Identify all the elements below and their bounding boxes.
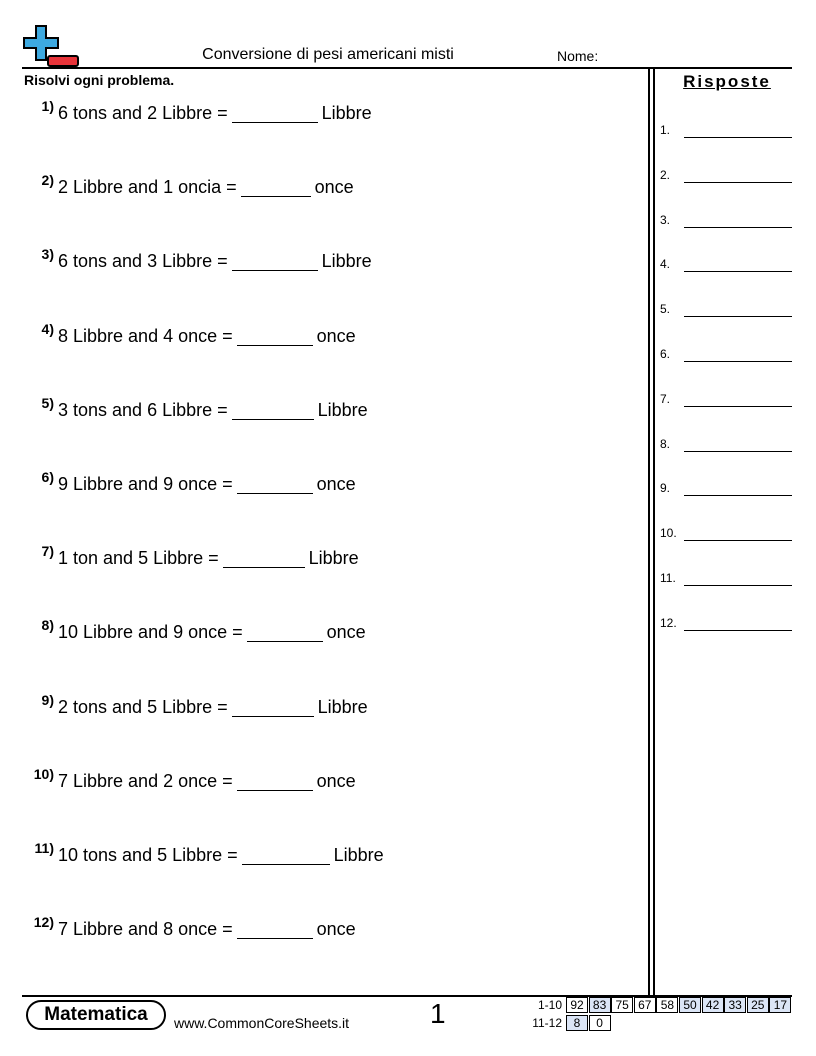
problem-text: 8 Libbre and 4 once = (58, 325, 233, 346)
problem-text: 6 tons and 2 Libbre = (58, 103, 228, 123)
answer-blank[interactable] (247, 623, 323, 642)
score-cell: 50 (679, 997, 701, 1013)
answer-line[interactable] (684, 316, 792, 317)
problem-unit: Libbre (317, 696, 368, 717)
answer-blank[interactable] (232, 252, 318, 271)
problem-number: 8) (41, 617, 54, 634)
problem-number: 1) (41, 98, 54, 114)
answer-line[interactable] (684, 271, 792, 272)
score-cell: 92 (566, 997, 588, 1013)
answer-line[interactable] (684, 630, 792, 631)
answer-row (660, 123, 792, 143)
problem-item (22, 842, 384, 866)
answer-blank[interactable] (237, 327, 313, 346)
problem-item (22, 248, 372, 272)
score-cell: 0 (589, 1015, 611, 1031)
answer-row (660, 347, 792, 367)
answer-blank[interactable] (232, 104, 318, 123)
answer-number: 9. (660, 481, 671, 496)
problem-text: 10 tons and 5 Libbre = (58, 845, 238, 865)
answer-row (660, 481, 792, 501)
problem-unit: once (316, 919, 356, 940)
problem-number: 10) (33, 765, 54, 782)
problem-number: 4) (41, 320, 54, 337)
problem-number: 2) (41, 172, 54, 189)
problem-number: 12) (33, 914, 54, 931)
answer-blank[interactable] (232, 698, 314, 717)
score-cell: 33 (724, 997, 746, 1013)
problem-item (22, 619, 366, 643)
problem-unit: once (316, 474, 356, 494)
answer-blank[interactable] (232, 401, 314, 420)
answer-line[interactable] (684, 406, 792, 407)
answer-blank[interactable] (237, 475, 313, 494)
problem-unit: Libbre (321, 103, 372, 123)
answer-number: 2. (660, 167, 671, 182)
problem-text: 10 Libbre and 9 once = (58, 622, 243, 643)
problem-text: 9 Libbre and 9 once = (58, 474, 233, 494)
score-cell: 83 (589, 997, 611, 1013)
answer-blank[interactable] (242, 846, 330, 865)
problem-item (22, 320, 356, 347)
score-row-label: 1-10 (537, 998, 562, 1012)
answer-blank[interactable] (223, 549, 305, 568)
problem-item (22, 545, 359, 569)
problem-unit: Libbre (317, 399, 368, 420)
score-cell: 17 (769, 997, 791, 1013)
answer-number: 3. (660, 212, 671, 227)
score-cell: 42 (702, 997, 724, 1013)
top-rule (22, 67, 792, 69)
problem-unit: Libbre (308, 548, 359, 569)
answer-line[interactable] (684, 585, 792, 586)
answer-row (660, 302, 792, 322)
answer-number: 11. (660, 571, 676, 585)
problem-text: 6 tons and 3 Libbre = (58, 251, 228, 272)
page-number: 1 (430, 998, 446, 1029)
answer-blank[interactable] (237, 772, 313, 791)
problem-number: 5) (41, 394, 54, 411)
answer-line[interactable] (684, 182, 792, 183)
answers-title: Risposte (683, 72, 771, 91)
problem-unit: Libbre (321, 251, 372, 272)
answer-number: 1. (660, 123, 671, 137)
problem-text: 1 ton and 5 Libbre = (58, 548, 219, 569)
problem-item (22, 100, 372, 124)
score-row-label: 11-12 (532, 1016, 562, 1030)
problem-number: 7) (41, 543, 54, 560)
problem-unit: once (314, 177, 354, 198)
answer-number: 6. (660, 347, 671, 361)
answer-row (660, 257, 792, 277)
answer-blank[interactable] (241, 178, 311, 197)
problem-number: 6) (41, 469, 54, 485)
answer-number: 7. (660, 391, 671, 406)
score-cell: 67 (634, 997, 656, 1013)
problem-number: 3) (41, 246, 54, 263)
answer-row (660, 571, 792, 591)
answer-number: 8. (660, 436, 671, 451)
problem-number: 11) (34, 840, 54, 856)
answer-number: 10. (660, 526, 677, 541)
site-url: www.CommonCoreSheets.it (174, 1015, 350, 1031)
column-divider (648, 68, 650, 996)
subject-badge: Matematica (26, 1000, 166, 1030)
answer-row (660, 168, 792, 188)
answer-row (660, 437, 792, 457)
answer-row (660, 392, 792, 412)
answer-number: 5. (660, 302, 671, 317)
problem-text: 2 Libbre and 1 oncia = (58, 177, 237, 198)
score-cell: 58 (656, 997, 678, 1013)
page-title: Conversione di pesi americani misti (202, 46, 454, 63)
problem-text: 3 tons and 6 Libbre = (58, 399, 228, 420)
answer-row (660, 213, 792, 233)
problem-item (22, 174, 354, 198)
answer-line[interactable] (684, 137, 792, 138)
answer-row (660, 526, 792, 546)
problem-unit: once (326, 622, 366, 643)
problem-unit: once (316, 325, 356, 346)
answer-line[interactable] (684, 451, 792, 452)
problem-text: 7 Libbre and 8 once = (58, 919, 233, 940)
answer-row (660, 616, 792, 636)
problem-unit: Libbre (333, 845, 384, 865)
answer-line[interactable] (684, 540, 792, 541)
problem-text: 2 tons and 5 Libbre = (58, 696, 228, 717)
answer-line[interactable] (684, 227, 792, 228)
problem-item (22, 765, 356, 792)
problem-unit: once (316, 770, 356, 791)
score-cell: 75 (611, 997, 633, 1013)
problem-number: 9) (41, 691, 54, 708)
answer-number: 12. (660, 615, 677, 630)
answer-blank[interactable] (237, 920, 313, 939)
problem-item (22, 916, 356, 940)
score-cell: 25 (747, 997, 769, 1013)
answer-line[interactable] (684, 361, 792, 362)
problem-item (22, 394, 368, 421)
score-cell: 8 (566, 1015, 588, 1031)
instructions: Risolvi ogni problema. (24, 72, 175, 88)
problem-item (22, 691, 368, 718)
answer-line[interactable] (684, 495, 792, 496)
name-label: Nome: (557, 48, 599, 64)
column-divider (653, 68, 655, 996)
answer-number: 4. (660, 257, 671, 272)
problem-text: 7 Libbre and 2 once = (58, 770, 233, 791)
problem-item (22, 471, 356, 495)
